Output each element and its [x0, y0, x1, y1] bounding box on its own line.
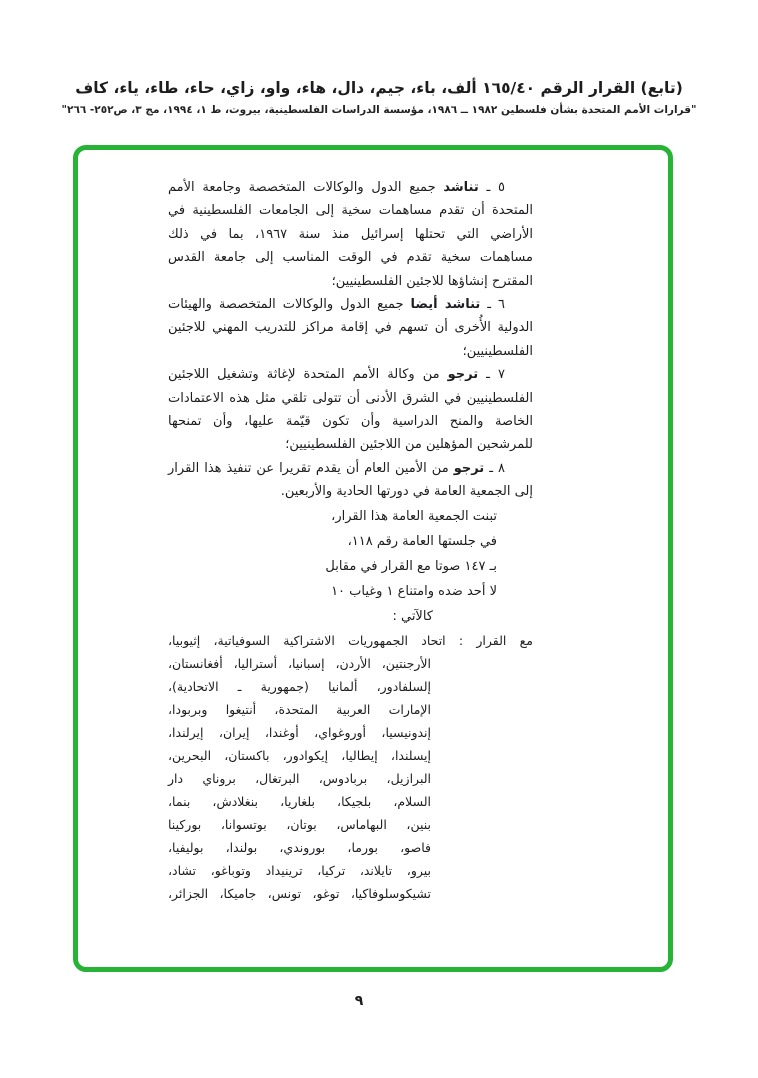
text-line: كالآتي :: [392, 608, 433, 624]
text-line: الأراضي التي تحتلها إسرائيل منذ سنة ١٩٦٧، بما في ذلك: [168, 226, 533, 242]
paragraph-8-first-line: [168, 457, 533, 480]
paragraph-6-first-line: [168, 293, 533, 316]
text-line: المقترح إنشاؤها للاجئين الفلسطينيين؛: [331, 273, 533, 289]
text-line: تبنت الجمعية العامة هذا القرار،: [331, 508, 497, 524]
text-line: فاصو، بورما، بوروندي، بولندا، بوليفيا،: [168, 839, 431, 855]
paragraph-7-operative-verb: ترجو: [447, 367, 479, 383]
paragraph-5-first-line: [168, 176, 533, 199]
country-list-start: اتحاد الجمهوريات الاشتراكية السوفياتية، إثيوبيا،: [168, 632, 446, 648]
paragraph-5-number: ٥ ـ: [478, 180, 506, 195]
paragraph-7-text: من وكالة الأمم المتحدة لإغاثة وتشغيل اللاجئين: [168, 367, 448, 383]
paragraph-7-lines: [168, 387, 533, 457]
paragraph-5-lines: [168, 199, 533, 293]
vote-for-block: [168, 629, 533, 905]
text-line: للمرشحين المؤهلين من اللاجئين الفلسطينيين؛: [285, 437, 533, 453]
paragraph-5: [168, 176, 533, 293]
page-number: ٩: [354, 993, 364, 1009]
page-header: [0, 78, 758, 118]
paragraph-6-lines: [168, 316, 533, 363]
text-line: السلام، بلجيكا، بلغاريا، بنغلادش، بنما،: [168, 793, 431, 809]
vote-for-first-line: [168, 629, 533, 652]
text-line: تشيكوسلوفاكيا، توغو، تونس، جاميكا، الجزائر،: [168, 885, 431, 901]
text-line: بـ ١٤٧ صوتا مع القرار في مقابل: [325, 558, 497, 574]
source-citation: "قرارات الأمم المتحدة بشأن فلسطين ١٩٨٢ ــ ١٩٨٦، مؤسسة الدراسات الفلسطينية، بيروت، ط ١، ١٩٩٤، مج ٣، ص٢٥٢- ٢٦٦": [61, 104, 697, 116]
text-line: إلى الجمعية العامة في دورتها الحادية والأربعين.: [280, 484, 533, 500]
paragraph-6-number: ٦ ـ: [480, 297, 505, 313]
green-frame: [73, 145, 673, 972]
text-line: الفلسطينيين؛: [462, 343, 533, 359]
text-line: الدولية الأُخرى أن تسهم في إقامة مراكز للتدريب المهني للاجئين: [168, 320, 533, 336]
text-line: مساهمات سخية تقدم في الوقت المناسب إلى جامعة القدس: [168, 250, 533, 266]
adoption-statement: [168, 504, 533, 629]
text-line: إندونيسيا، أوروغواي، أوغندا، إيران، إيرلندا،: [168, 724, 431, 740]
paragraph-8: [168, 457, 533, 504]
text-line: إيسلندا، إيطاليا، إيكوادور، باكستان، البحرين،: [168, 747, 431, 763]
text-line: البرازيل، بربادوس، البرتغال، بروناي دار: [168, 770, 431, 786]
paragraph-8-number: ٨ ـ: [484, 460, 506, 476]
text-line: الخاصة والمنح الدراسية وأن تكون قيّمة عليها، وأن تمنحها: [168, 414, 533, 430]
paragraph-5-text: جميع الدول والوكالات المتخصصة وجامعة الأمم: [168, 180, 444, 195]
paragraph-7: [168, 363, 533, 457]
paragraph-8-text: من الأمين العام أن يقدم تقريرا عن تنفيذ هذا القرار: [168, 460, 454, 476]
paragraph-8-operative-verb: ترجو: [453, 460, 485, 476]
text-line: الفلسطينيين في الشرق الأدنى أن تتولى تلقي مثل هذه الاعتمادات: [168, 390, 533, 406]
paragraph-7-first-line: [168, 363, 533, 386]
text-line: بيرو، تايلاند، تركيا، ترينيداد وتوباغو، تشاد،: [168, 862, 431, 878]
paragraph-6-operative-verb: تناشد أيضا: [410, 297, 481, 313]
paragraph-7-number: ٧ ـ: [478, 367, 505, 383]
text-line: إلسلفادور، ألمانيا (جمهورية ـ الاتحادية)،: [168, 678, 431, 694]
adoption-lines: [168, 504, 533, 629]
country-list-lines: [168, 652, 533, 905]
paragraph-6: [168, 293, 533, 363]
text-line: لا أحد ضده وامتناع ١ وغياب ١٠: [331, 583, 497, 599]
resolution-title: (تابع) القرار الرقم ١٦٥/٤٠ ألف، باء، جيم، دال، هاء، واو، زاي، حاء، طاء، ياء، كاف: [75, 79, 683, 97]
paragraph-6-text: جميع الدول والوكالات المتخصصة والهيئات: [168, 297, 411, 313]
text-line: الأرجنتين، الأردن، إسبانيا، أستراليا، أفغانستان،: [168, 655, 431, 671]
vote-for-label: مع القرار: [476, 632, 533, 648]
vote-for-colon: :: [445, 632, 477, 648]
text-line: الإمارات العربية المتحدة، أنتيغوا وبربودا،: [168, 701, 431, 717]
paragraph-5-operative-verb: تناشد: [443, 180, 479, 195]
text-line: في جلستها العامة رقم ١١٨،: [347, 533, 497, 549]
text-line: المتحدة أن تقدم مساهمات سخية إلى الجامعات الفلسطينية في: [168, 203, 533, 219]
text-line: بنين، البهاماس، بوتان، بوتسوانا، بوركينا: [168, 816, 431, 832]
paragraph-8-lines: [168, 480, 533, 503]
resolution-body: [78, 150, 668, 905]
